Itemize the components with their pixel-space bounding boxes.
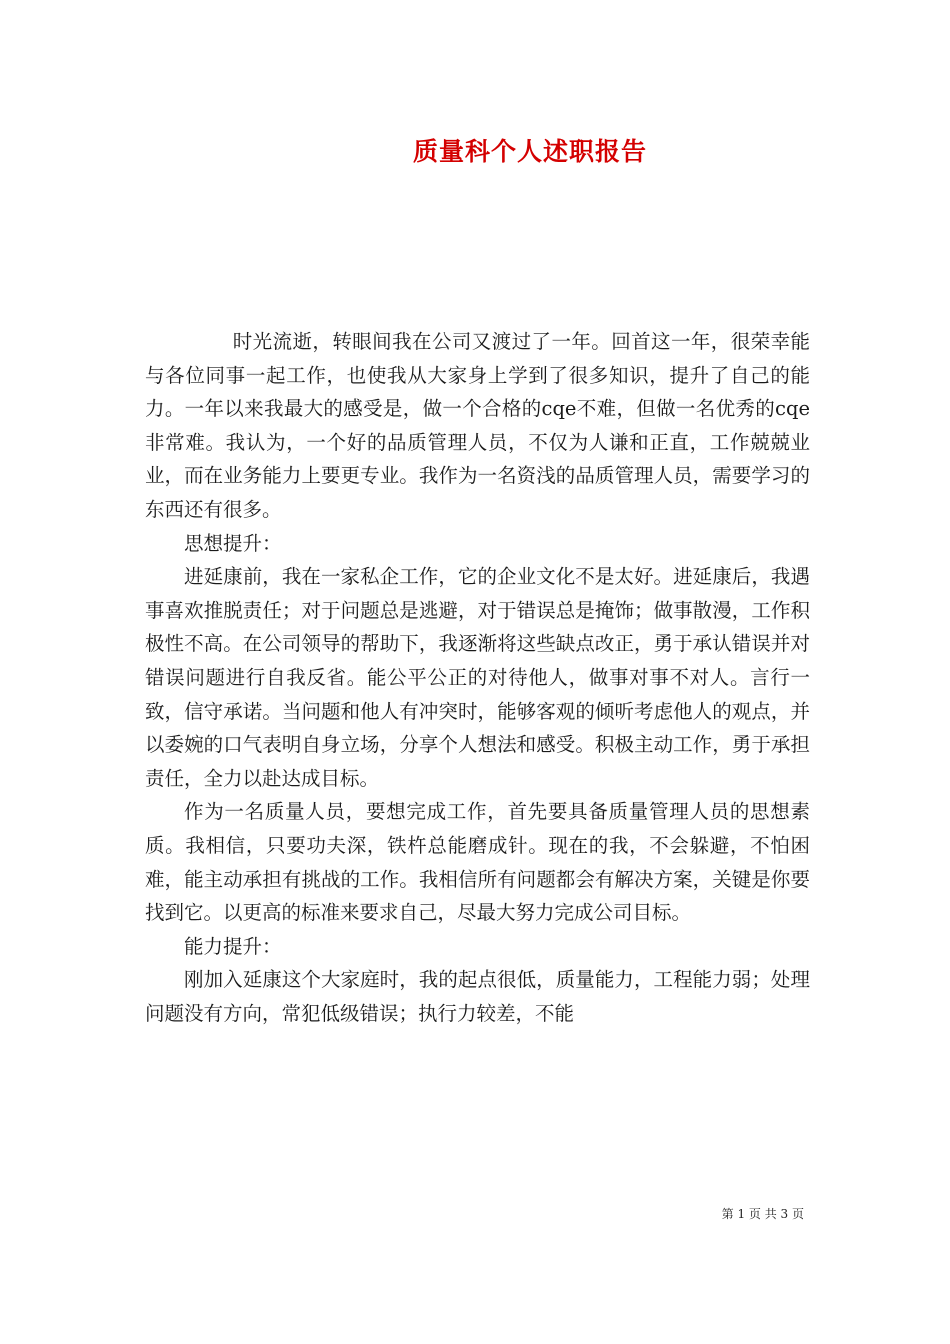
paragraph-intro: 时光流逝，转眼间我在公司又渡过了一年。回首这一年，很荣幸能与各位同事一起工作，也使我从大家身上学到了很多知识，提升了自己的能力。一年以来我最大的感受是，做一个合格的cqe不难，但做一名优秀的cqe非常难。我认为，一个好的品质管理人员，不仅为人谦和正直，工作兢兢业业，而在业务能力上要更专业。我作为一名资浅的品质管理人员，需要学习的东西还有很多。	[145, 330, 810, 521]
section-heading-thought: 思想提升：	[184, 531, 282, 555]
page-number-footer: 第 1 页 共 3 页	[721, 1207, 804, 1221]
document-title: 质量科个人述职报告	[412, 137, 647, 166]
section-heading-ability: 能力提升：	[184, 934, 282, 958]
paragraph-ability-1: 刚加入延康这个大家庭时，我的起点很低，质量能力，工程能力弱；处理问题没有方向，常犯低级错误；执行力较差，不能	[145, 968, 810, 1025]
paragraph-thought-1: 进延康前，我在一家私企工作，它的企业文化不是太好。进延康后，我遇事喜欢推脱责任；对于问题总是逃避，对于错误总是掩饰；做事散漫，工作积极性不高。在公司领导的帮助下，我逐渐将这些缺点改正，勇于承认错误并对错误问题进行自我反省。能公平公正的对待他人，做事对事不对人。言行一致，信守承诺。当问题和他人有冲突时，能够客观的倾听考虑他人的观点，并以委婉的口气表明自身立场，分享个人想法和感受。积极主动工作，勇于承担责任，全力以赴达成目标。	[145, 565, 810, 790]
document-body	[145, 325, 810, 1030]
paragraph-thought-2: 作为一名质量人员，要想完成工作，首先要具备质量管理人员的思想素质。我相信，只要功夫深，铁杵总能磨成针。现在的我，不会躲避，不怕困难，能主动承担有挑战的工作。我相信所有问题都会有解决方案，关键是你要找到它。以更高的标准来要求自己，尽最大努力完成公司目标。	[145, 800, 810, 925]
